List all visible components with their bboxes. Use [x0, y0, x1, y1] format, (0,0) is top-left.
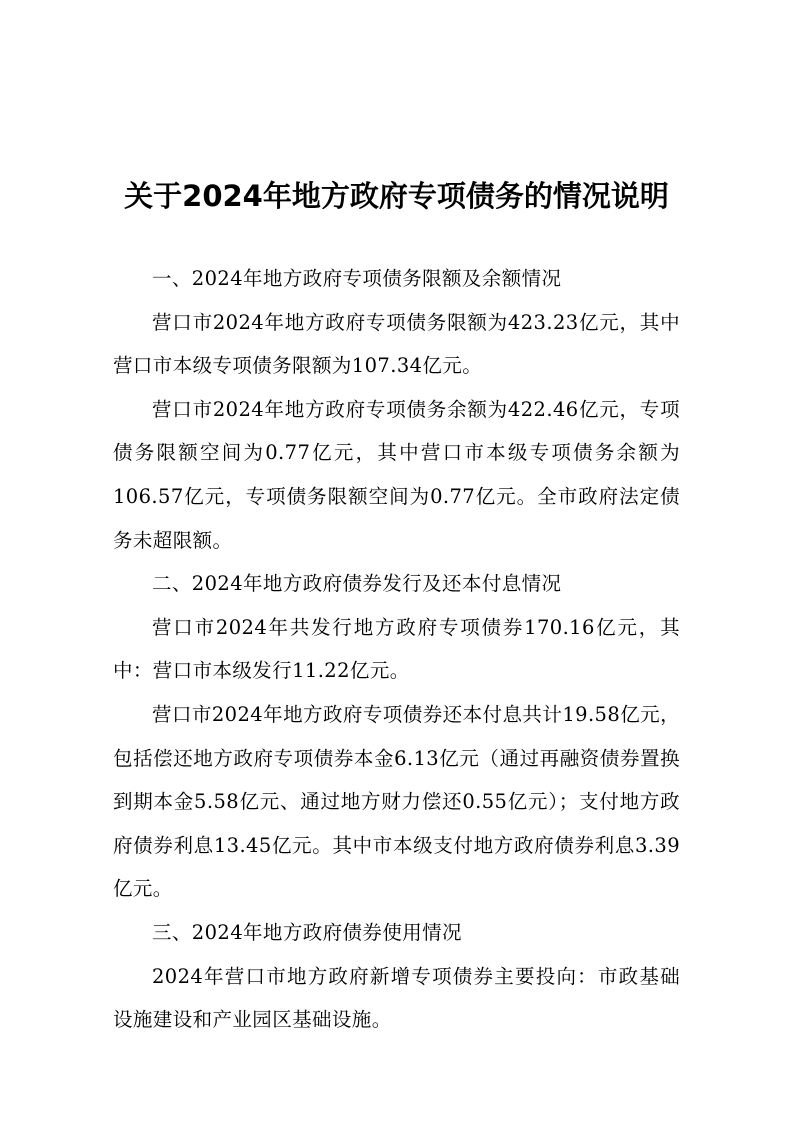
document-body: [113, 257, 680, 1042]
document-title: 关于2024年地方政府专项债务的情况说明: [124, 179, 669, 213]
paragraph-1-2: 营口市2024年地方政府专项债务余额为422.46亿元，专项债务限额空间为0.77亿元，其中营口市本级专项债务余额为106.57亿元，专项债务限额空间为0.77亿元。全市政府法定债务未超限额。: [113, 397, 680, 552]
section-heading-2: 二、2024年地方政府债券发行及还本付息情况: [152, 572, 562, 596]
section-heading-1: 一、2024年地方政府专项债务限额及余额情况: [152, 267, 562, 290]
paragraph-2-2: 营口市2024年地方政府专项债券还本付息共计19.58亿元，包括偿还地方政府专项债券本金6.13亿元（通过再融资债券置换到期本金5.58亿元、通过地方财力偿还0.55亿元）；支付地方政府债券利息13.45亿元。其中市本级支付地方政府债券利息3.39亿元。: [113, 702, 680, 901]
section-heading-3: 三、2024年地方政府债券使用情况: [152, 920, 462, 944]
paragraph-1-1: 营口市2024年地方政府专项债务限额为423.23亿元，其中营口市本级专项债务限额为107.34亿元。: [113, 310, 680, 378]
paragraph-2-1: 营口市2024年共发行地方政府专项债券170.16亿元，其中：营口市本级发行11.22亿元。: [113, 615, 680, 683]
paragraph-3-1: 2024年营口市地方政府新增专项债券主要投向：市政基础设施建设和产业园区基础设施。: [113, 964, 680, 1032]
